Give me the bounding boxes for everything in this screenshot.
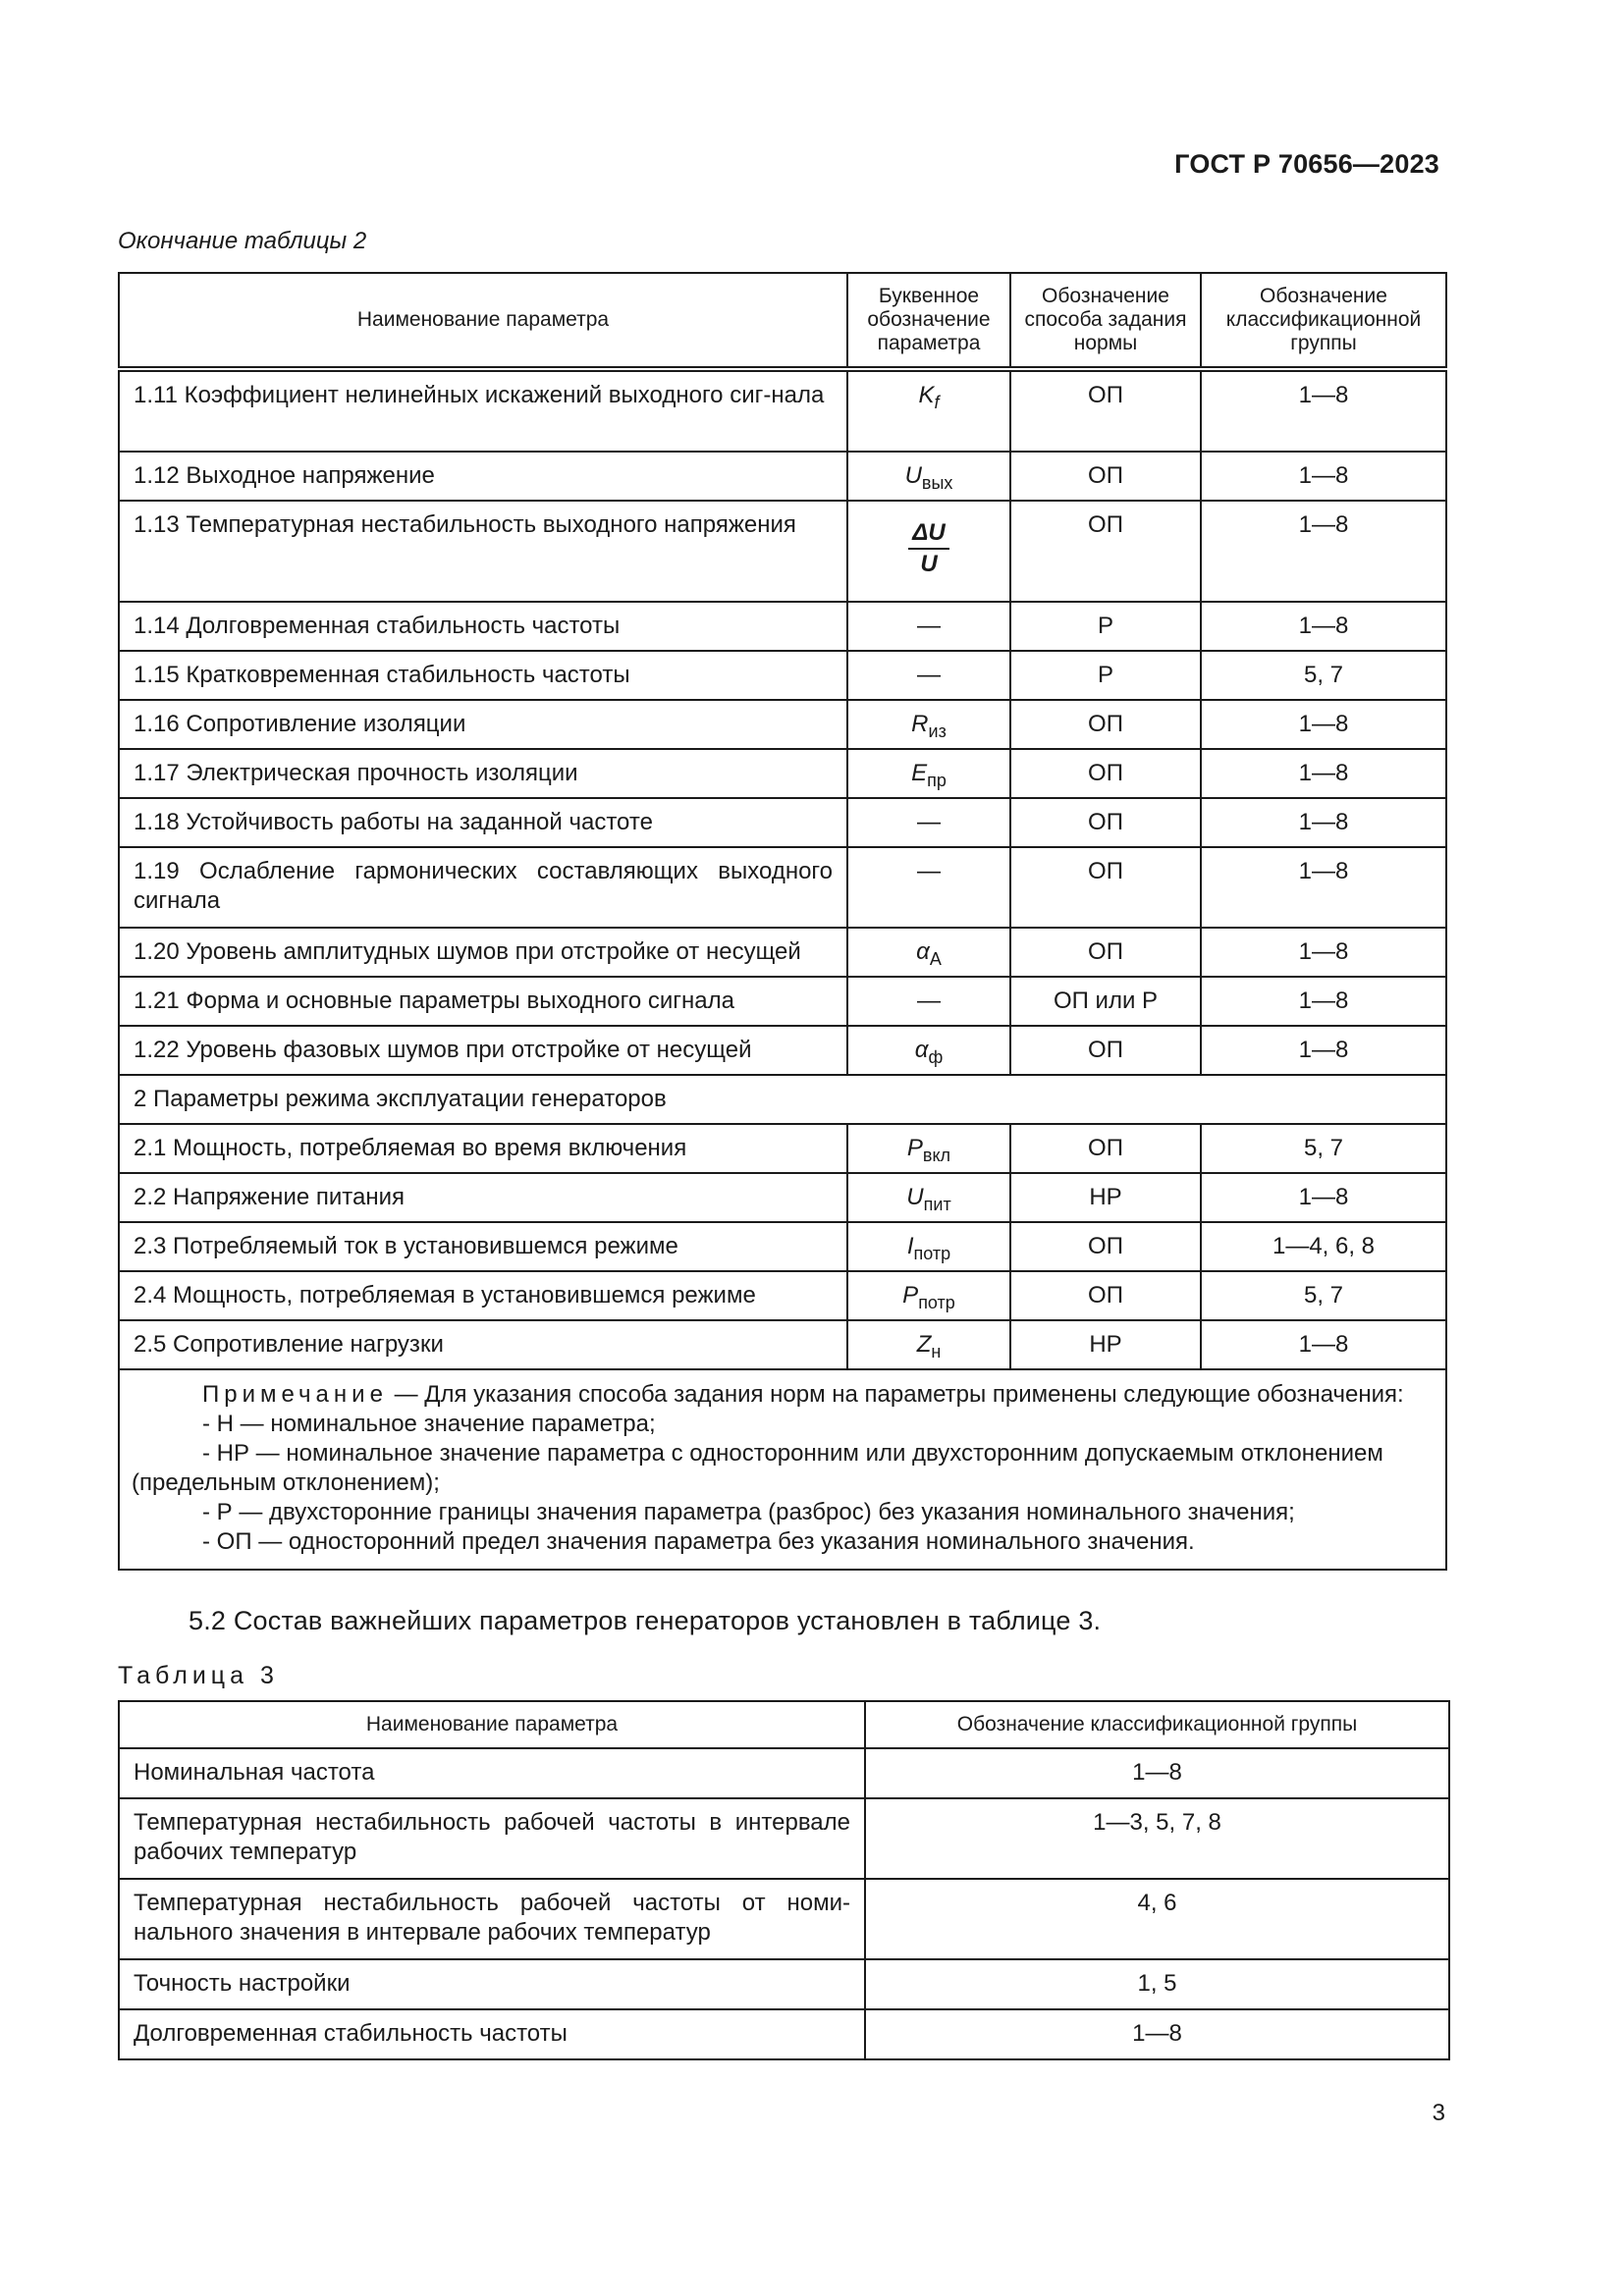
- param-symbol: $I_{потр}$: [847, 1222, 1010, 1271]
- param-group: 4, 6: [865, 1879, 1449, 1959]
- param-group: 5, 7: [1201, 1124, 1446, 1173]
- table-3: [118, 1700, 1450, 2060]
- param-symbol: $U_{вых}$: [847, 452, 1010, 501]
- note-item: - Н — номинальное значение параметра;: [202, 1411, 656, 1437]
- param-name: 1.16 Сопротивление изоляции: [119, 700, 847, 749]
- param-name: 2.4 Мощность, потребляемая в установившемся режиме: [119, 1271, 847, 1320]
- param-group: 1—4, 6, 8: [1201, 1222, 1446, 1271]
- param-symbol: $U_{пит}$: [847, 1173, 1010, 1222]
- param-name: 2.5 Сопротивление нагрузки: [119, 1320, 847, 1369]
- table-row: [119, 1748, 1449, 1798]
- column-header-symbol: Буквенное обозначение параметра: [847, 273, 1010, 369]
- param-name: 1.18 Устойчивость работы на заданной частоте: [119, 798, 847, 847]
- param-symbol: $E_{пр}$: [847, 749, 1010, 798]
- paragraph-5-2: 5.2 Состав важнейших параметров генераторов установлен в таблице 3.: [189, 1606, 1102, 1635]
- param-group: 1—8: [1201, 700, 1446, 749]
- param-method: ОП: [1010, 1222, 1201, 1271]
- table-row: [119, 1879, 1449, 1959]
- param-name: Точность настройки: [119, 1959, 865, 2009]
- table-row: [119, 928, 1446, 977]
- param-group: 1—8: [1201, 501, 1446, 602]
- param-group: 1—8: [865, 2009, 1449, 2059]
- note-intro: — Для указания способа задания норм на параметры применены следующие обозначения:: [387, 1381, 1404, 1408]
- param-name: 1.19 Ослабление гармонических составляющих выходного сигнала: [119, 847, 847, 928]
- param-name: 1.20 Уровень амплитудных шумов при отстройке от несущей: [119, 928, 847, 977]
- table-2: [118, 272, 1447, 1571]
- param-method: ОП: [1010, 847, 1201, 928]
- param-method: ОП: [1010, 452, 1201, 501]
- param-name: 1.21 Форма и основные параметры выходного сигнала: [119, 977, 847, 1026]
- table-row: [119, 1798, 1449, 1879]
- table-row: [119, 369, 1446, 452]
- param-name: 1.17 Электрическая прочность изоляции: [119, 749, 847, 798]
- param-group: 1—8: [865, 1748, 1449, 1798]
- table-row: [119, 2009, 1449, 2059]
- param-group: 1—3, 5, 7, 8: [865, 1798, 1449, 1879]
- column-header-group: Обозначение классификационной группы: [865, 1701, 1449, 1748]
- param-method: ОП: [1010, 1124, 1201, 1173]
- table-row: [119, 700, 1446, 749]
- param-name: 1.15 Кратковременная стабильность частоты: [119, 651, 847, 700]
- param-method: ОП: [1010, 700, 1201, 749]
- param-name: 2.2 Напряжение питания: [119, 1173, 847, 1222]
- table-row: [119, 1320, 1446, 1369]
- param-name: 1.12 Выходное напряжение: [119, 452, 847, 501]
- table-header-row: [119, 273, 1446, 369]
- param-method: ОП: [1010, 501, 1201, 602]
- table-row: [119, 977, 1446, 1026]
- table-continuation-caption: Окончание таблицы 2: [118, 228, 367, 254]
- param-symbol: —: [847, 798, 1010, 847]
- table-3-caption: Таблица 3: [118, 1662, 279, 1689]
- fraction-symbol: $\frac{\Delta U}{U}$: [908, 520, 948, 577]
- param-name: Долговременная стабильность частоты: [119, 2009, 865, 2059]
- param-symbol: $Z_н$: [847, 1320, 1010, 1369]
- param-group: 1—8: [1201, 1173, 1446, 1222]
- param-group: 5, 7: [1201, 1271, 1446, 1320]
- param-name: Температурная нестабильность рабочей частоты в интервале рабочих температур: [119, 1798, 865, 1879]
- column-header-group: Обозначение классификационной группы: [1201, 273, 1446, 369]
- section-row: [119, 1075, 1446, 1124]
- param-method: Р: [1010, 651, 1201, 700]
- table-row: [119, 602, 1446, 651]
- param-symbol: [847, 501, 1010, 602]
- note-item-continuation: (предельным отклонением);: [132, 1469, 440, 1496]
- table-row: [119, 1124, 1446, 1173]
- param-symbol: $R_{из}$: [847, 700, 1010, 749]
- section-title: 2 Параметры режима эксплуатации генераторов: [119, 1075, 1446, 1124]
- param-group: 1—8: [1201, 928, 1446, 977]
- table-row: [119, 847, 1446, 928]
- param-group: 1—8: [1201, 1320, 1446, 1369]
- param-symbol: —: [847, 602, 1010, 651]
- param-name: 1.22 Уровень фазовых шумов при отстройке от несущей: [119, 1026, 847, 1075]
- column-header-name: Наименование параметра: [119, 273, 847, 369]
- note-item: - ОП — односторонний предел значения параметра без указания номинального значения.: [202, 1528, 1195, 1555]
- param-name: Температурная нестабильность рабочей частоты от номи-нального значения в интервале рабочих температур: [119, 1879, 865, 1959]
- table-row: [119, 651, 1446, 700]
- param-group: 5, 7: [1201, 651, 1446, 700]
- column-header-method: Обозначение способа задания нормы: [1010, 273, 1201, 369]
- note-item: - Р — двухсторонние границы значения параметра (разброс) без указания номинального значения;: [202, 1499, 1295, 1525]
- param-method: НР: [1010, 1173, 1201, 1222]
- param-method: ОП: [1010, 1026, 1201, 1075]
- param-method: Р: [1010, 602, 1201, 651]
- note-label: Примечание: [202, 1381, 388, 1408]
- table-row: [119, 1026, 1446, 1075]
- page-number: 3: [1432, 2100, 1445, 2126]
- table-row: [119, 452, 1446, 501]
- param-group: 1, 5: [865, 1959, 1449, 2009]
- param-symbol: —: [847, 651, 1010, 700]
- param-symbol: $\alpha_A$: [847, 928, 1010, 977]
- table-row: [119, 1222, 1446, 1271]
- note-row: [119, 1369, 1446, 1570]
- param-symbol: $P_{вкл}$: [847, 1124, 1010, 1173]
- param-name: 1.11 Коэффициент нелинейных искажений выходного сиг-нала: [119, 369, 847, 452]
- table-row: [119, 1271, 1446, 1320]
- column-header-name: Наименование параметра: [119, 1701, 865, 1748]
- param-symbol: —: [847, 847, 1010, 928]
- table-row: [119, 1173, 1446, 1222]
- param-method: ОП: [1010, 369, 1201, 452]
- param-name: 1.14 Долговременная стабильность частоты: [119, 602, 847, 651]
- param-method: ОП: [1010, 798, 1201, 847]
- param-group: 1—8: [1201, 452, 1446, 501]
- param-symbol: $\alpha_ф$: [847, 1026, 1010, 1075]
- param-method: НР: [1010, 1320, 1201, 1369]
- param-method: ОП: [1010, 928, 1201, 977]
- param-name: 2.1 Мощность, потребляемая во время включения: [119, 1124, 847, 1173]
- param-name: 2.3 Потребляемый ток в установившемся режиме: [119, 1222, 847, 1271]
- param-group: 1—8: [1201, 977, 1446, 1026]
- param-group: 1—8: [1201, 749, 1446, 798]
- note-item: - НР — номинальное значение параметра с односторонним или двухсторонним допускаемым отклонением: [202, 1440, 1383, 1467]
- param-method: ОП: [1010, 749, 1201, 798]
- param-method: ОП или Р: [1010, 977, 1201, 1026]
- param-group: 1—8: [1201, 847, 1446, 928]
- param-group: 1—8: [1201, 798, 1446, 847]
- param-method: ОП: [1010, 1271, 1201, 1320]
- table-row: [119, 1959, 1449, 2009]
- param-symbol: $K_f$: [847, 369, 1010, 452]
- table-row: [119, 749, 1446, 798]
- standard-code: ГОСТ Р 70656—2023: [1174, 149, 1439, 179]
- param-symbol: —: [847, 977, 1010, 1026]
- param-group: 1—8: [1201, 369, 1446, 452]
- table-note: [119, 1369, 1446, 1570]
- table-header-row: [119, 1701, 1449, 1748]
- table-row: [119, 798, 1446, 847]
- param-group: 1—8: [1201, 1026, 1446, 1075]
- param-group: 1—8: [1201, 602, 1446, 651]
- param-symbol: $P_{потр}$: [847, 1271, 1010, 1320]
- table-row: [119, 501, 1446, 602]
- param-name: 1.13 Температурная нестабильность выходного напряжения: [119, 501, 847, 602]
- param-name: Номинальная частота: [119, 1748, 865, 1798]
